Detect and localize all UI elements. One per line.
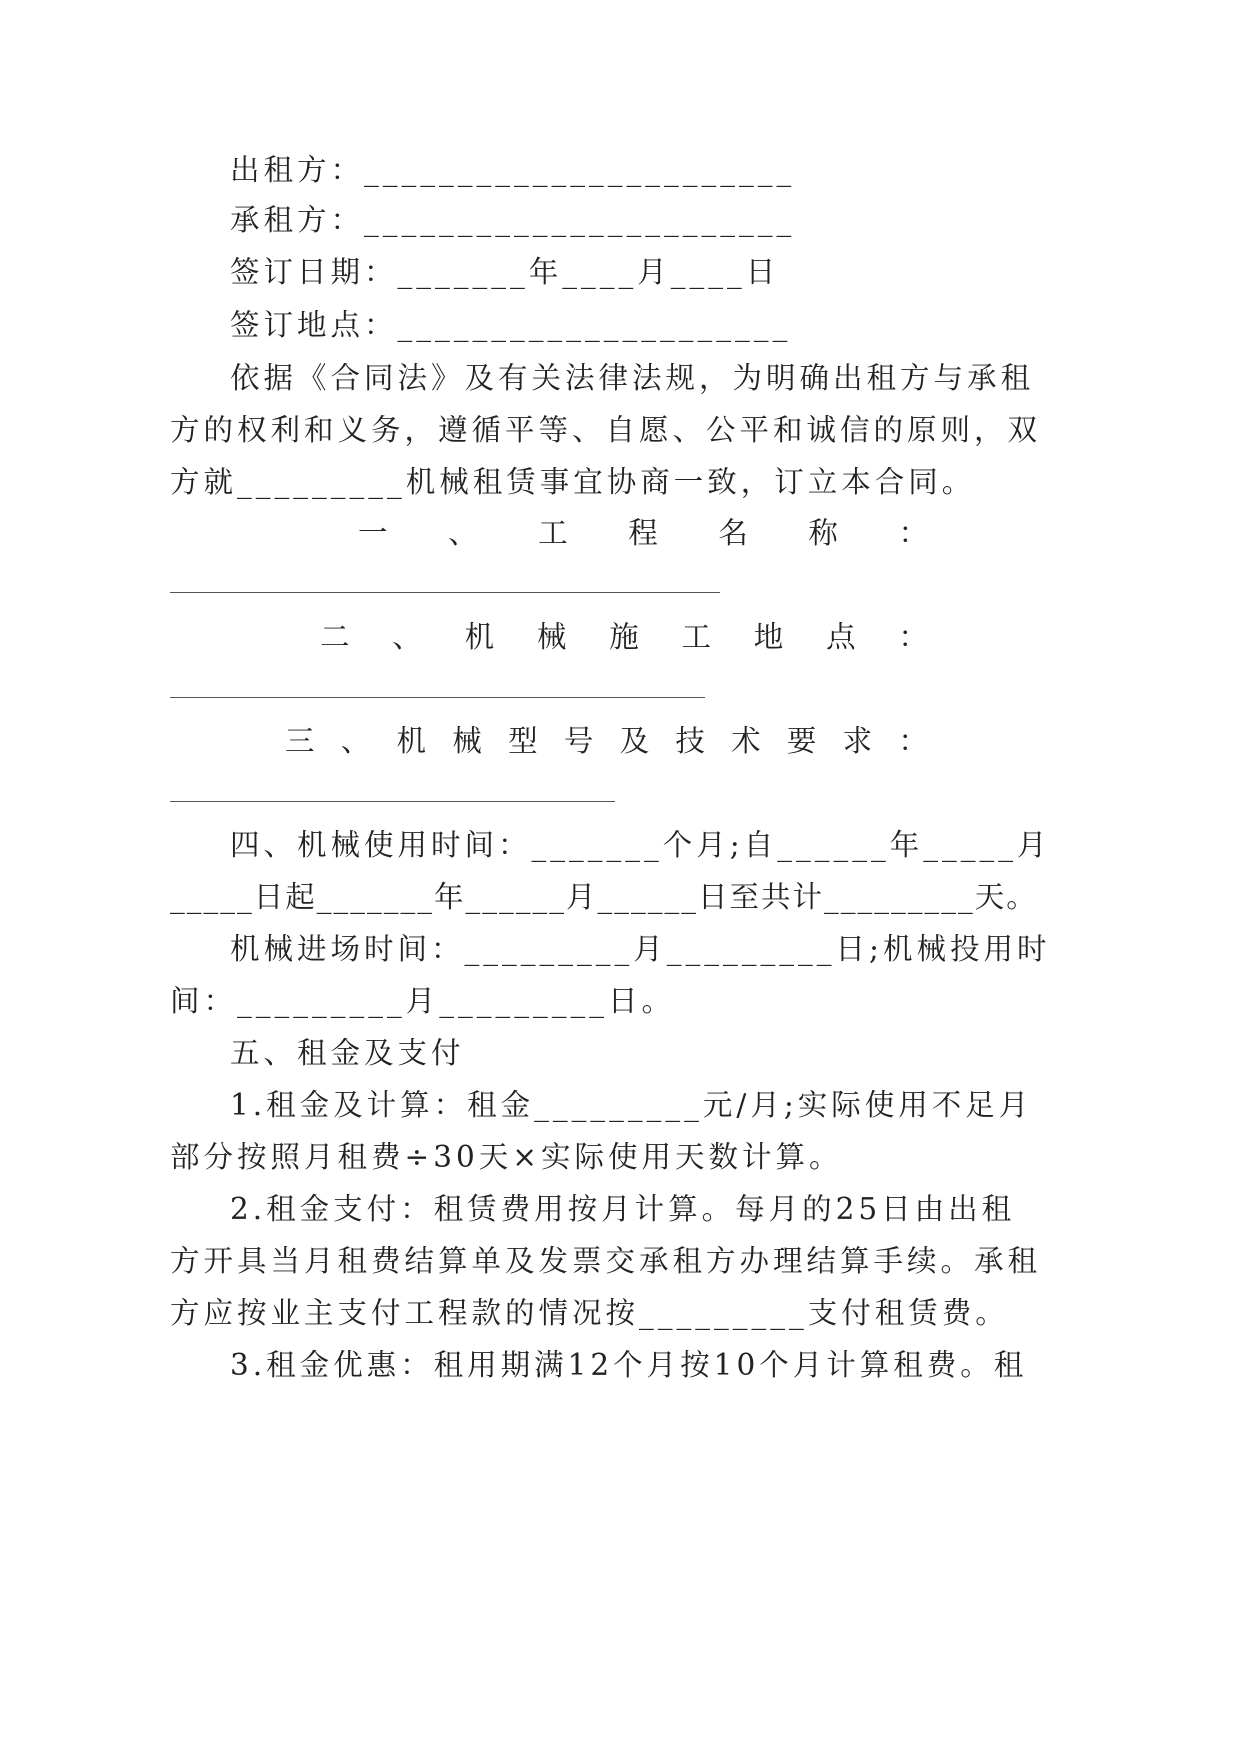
section-2-char: 械 — [536, 620, 567, 654]
section-3-blank-line — [170, 801, 615, 802]
usage-time-line-4 — [170, 976, 675, 1026]
section-1-char: 名 — [718, 516, 748, 550]
usage-time-text-4: 间：_________月_________日。 — [170, 984, 676, 1018]
section-2-char: 点 — [826, 620, 856, 654]
section-2-char: 地 — [753, 620, 784, 654]
preamble-line-3 — [170, 457, 975, 507]
sign-date-line — [230, 247, 779, 297]
section-3-heading — [285, 716, 928, 766]
lessee-line — [230, 195, 795, 245]
section-3-char: 号 — [563, 724, 594, 758]
section-3-char: 械 — [452, 724, 482, 758]
preamble-line-2 — [170, 405, 1041, 455]
section-1-char: 一 — [358, 516, 388, 550]
usage-time-text-1: 四、机械使用时间：_______个月;自______年_____月 — [230, 828, 1051, 862]
section-1-char: 程 — [628, 516, 658, 550]
rent-p1-text-1: 1.租金及计算：租金_________元/月;实际使用不足月 — [230, 1088, 1033, 1122]
section-1-char: 工 — [538, 516, 568, 550]
section-2-char: 工 — [681, 620, 711, 654]
section-3-char: ： — [898, 724, 928, 758]
usage-time-line-2 — [170, 872, 1038, 922]
preamble-text-3: 方就_________机械租赁事宜协商一致，订立本合同。 — [170, 465, 976, 499]
rent-p2-line-3 — [170, 1288, 1009, 1338]
rent-p1-line-2 — [170, 1132, 842, 1182]
section-3-char: 要 — [786, 724, 817, 758]
rent-p2-text-2: 方开具当月租费结算单及发票交承租方办理结算手续。承租 — [170, 1244, 1042, 1278]
section-3-char: 术 — [731, 724, 761, 758]
section-1-char: 、 — [448, 516, 478, 550]
sign-place-text: 签订地点：_____________________ — [230, 308, 792, 342]
rent-title-text: 五、租金及支付 — [230, 1036, 465, 1070]
rent-p3-line-1 — [230, 1340, 1027, 1390]
rent-p2-line-2 — [170, 1236, 1041, 1286]
section-3-char: 三 — [285, 724, 315, 758]
rent-p2-text-1: 2.租金支付：租赁费用按月计算。每月的25日由出租 — [230, 1192, 1016, 1226]
rent-title-line — [230, 1028, 465, 1078]
lessee-text: 承租方：_______________________ — [230, 203, 796, 237]
section-2-char: 二 — [320, 620, 350, 654]
section-2-char: 、 — [392, 620, 422, 654]
section-1-blank-line — [170, 592, 720, 593]
section-2-heading — [320, 612, 928, 662]
sign-place-line — [230, 300, 791, 350]
usage-time-line-3 — [230, 924, 1050, 974]
section-2-char: ： — [898, 620, 928, 654]
section-1-char: ： — [898, 516, 928, 550]
section-1-heading — [358, 508, 928, 558]
usage-time-text-2: _____日起_______年______月______日至共计_________天。 — [170, 880, 1038, 914]
section-3-char: 求 — [842, 724, 873, 758]
rent-p3-text-1: 3.租金优惠：租用期满12个月按10个月计算租费。租 — [230, 1348, 1028, 1382]
rent-p2-text-3: 方应按业主支付工程款的情况按_________支付租赁费。 — [170, 1296, 1009, 1330]
section-3-char: 、 — [340, 724, 371, 758]
section-3-char: 技 — [675, 724, 705, 758]
usage-time-line-1 — [230, 820, 1050, 870]
section-3-char: 机 — [396, 724, 427, 758]
section-2-blank-line — [170, 697, 705, 698]
section-3-char: 型 — [508, 724, 538, 758]
section-2-char: 施 — [609, 620, 639, 654]
section-1-char: 称 — [808, 516, 838, 550]
section-2-char: 机 — [464, 620, 495, 654]
rent-p1-text-2: 部分按照月租费÷30天×实际使用天数计算。 — [170, 1140, 843, 1174]
rent-p2-line-1 — [230, 1184, 1015, 1234]
lessor-line — [230, 145, 795, 195]
rent-p1-line-1 — [230, 1080, 1032, 1130]
usage-time-text-3: 机械进场时间：_________月_________日;机械投用时 — [230, 932, 1051, 966]
lessor-text: 出租方：_______________________ — [230, 153, 796, 187]
section-3-char: 及 — [619, 724, 650, 758]
preamble-line-1 — [230, 353, 1034, 403]
preamble-text-2: 方的权利和义务，遵循平等、自愿、公平和诚信的原则，双 — [170, 413, 1042, 447]
sign-date-text: 签订日期：_______年____月____日 — [230, 255, 780, 289]
preamble-text-1: 依据《合同法》及有关法律法规，为明确出租方与承租 — [230, 361, 1035, 395]
